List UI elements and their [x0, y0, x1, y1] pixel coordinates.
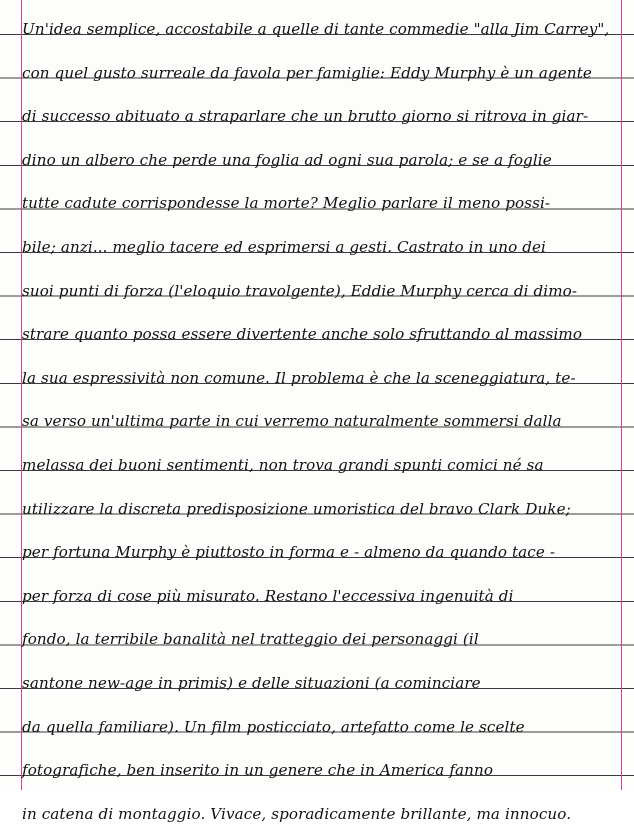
- handwritten-review-text: [22, 8, 624, 836]
- text-line: da quella familiare). Un film posticciato, artefatto come le scelte: [22, 717, 525, 736]
- text-line: Un'idea semplice, accostabile a quelle di tante commedie "alla Jim Carrey",: [22, 20, 610, 38]
- text-line: in catena di montaggio. Vivace, sporadicamente brillante, ma innocuo.: [22, 804, 572, 823]
- text-line: strare quanto possa essere divertente anche solo sfruttando al massimo: [22, 325, 583, 344]
- text-line: per fortuna Murphy è piuttosto in forma e - almeno da quando tace -: [22, 543, 556, 562]
- text-line: melassa dei buoni sentimenti, non trova grandi spunti comici né sa: [22, 455, 544, 474]
- text-line: dino un albero che perde una foglia ad ogni sua parola; e se a foglie: [22, 150, 552, 169]
- text-line: con quel gusto surreale da favola per famiglie: Eddy Murphy è un agente: [22, 63, 592, 82]
- text-line: fondo, la terribile banalità nel tratteggio dei personaggi (il: [22, 630, 479, 649]
- text-line: tutte cadute corrispondesse la morte? Meglio parlare il meno possi-: [22, 194, 551, 213]
- text-line: sa verso un'ultima parte in cui verremo naturalmente sommersi dalla: [22, 412, 562, 431]
- text-line: la sua espressività non comune. Il problema è che la sceneggiatura, te-: [22, 368, 576, 387]
- text-line: suoi punti di forza (l'eloquio travolgente), Eddie Murphy cerca di dimo-: [22, 281, 578, 300]
- text-line: di successo abituato a straparlare che un brutto giorno si ritrova in giar-: [22, 107, 589, 126]
- text-line: santone new-age in primis) e delle situazioni (a cominciare: [22, 673, 481, 692]
- text-line: per forza di cose più misurato. Restano l'eccessiva ingenuità di: [22, 586, 514, 605]
- text-line: utilizzare la discreta predisposizione umoristica del bravo Clark Duke;: [22, 499, 571, 518]
- text-line: fotografiche, ben inserito in un genere che in America fanno: [22, 761, 494, 780]
- text-line: bile; anzi... meglio tacere ed esprimersi a gesti. Castrato in uno dei: [22, 237, 546, 256]
